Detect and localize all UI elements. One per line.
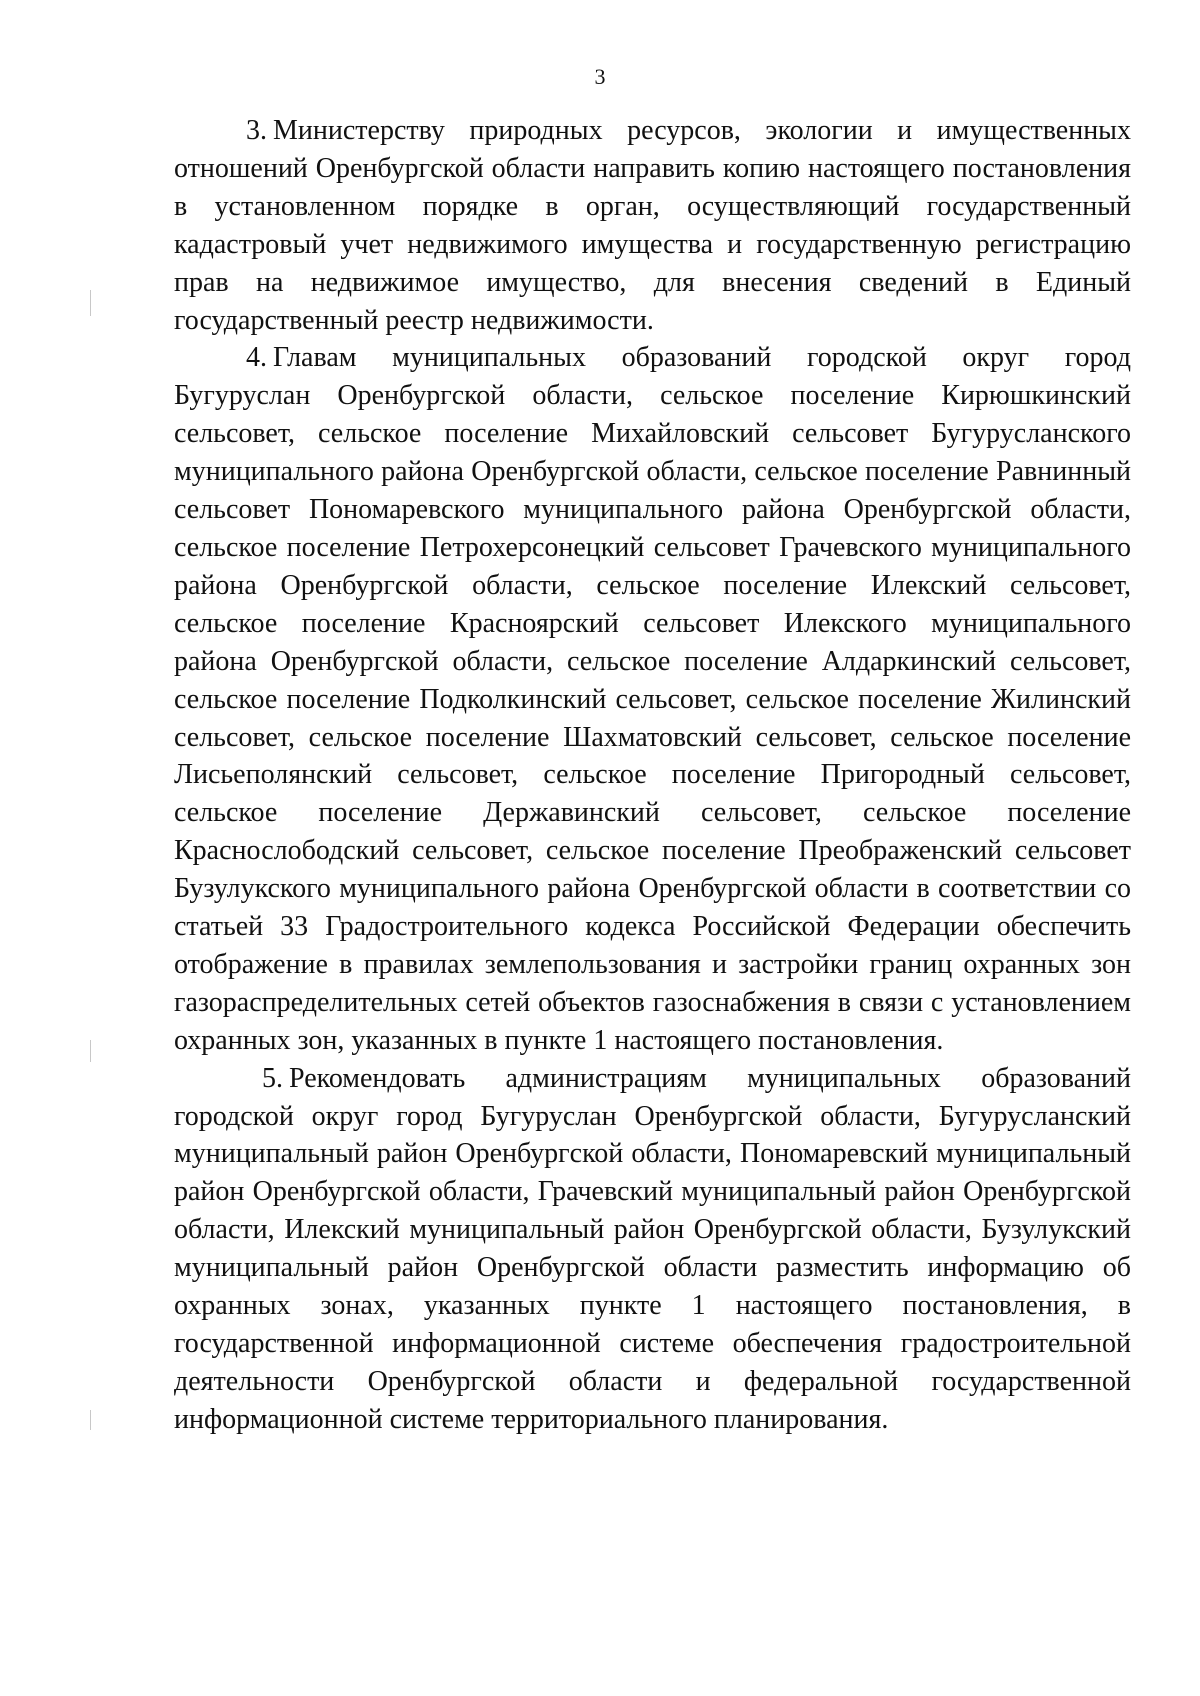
paragraph-4 xyxy=(174,339,1131,1059)
paragraph-text: Рекомендовать администрациям муниципальных образований городской округ город Бугуруслан Оренбургской области, Бугурусланский муниципальный район Оренбургской области, Пономаревский муниципальный район Оренбургской области, Грачевский муниципальный район Оренбургской области, Илекский муниципальный район Оренбургской области, Бузулукский муниципальный район Оренбургской области разместить информацию об охранных зонах, указанных пункте 1 настоящего постановления, в государственной информационной системе обеспечения градостроительной деятельности Оренбургской области и федеральной государственной информационной системе территориального планирования. xyxy=(174,1062,1131,1435)
scan-margin-mark xyxy=(90,290,91,316)
paragraph-text: Министерству природных ресурсов, экологии и имущественных отношений Оренбургской области направить копию настоящего постановления в установленном порядке в орган, осуществляющий государственный кадастровый учет недвижимого имущества и государственную регистрацию прав на недвижимое имущество, для внесения сведений в Единый государственный реестр недвижимости. xyxy=(174,115,1131,336)
scan-margin-mark xyxy=(90,1410,91,1430)
paragraph-number: 3. xyxy=(246,115,267,146)
paragraph-number: 4. xyxy=(246,342,267,374)
page-number: 3 xyxy=(594,64,606,89)
document-body xyxy=(174,112,1131,1439)
paragraph-number: 5. xyxy=(262,1062,283,1094)
scan-margin-mark xyxy=(90,1040,91,1062)
paragraph-3 xyxy=(174,112,1131,339)
paragraph-5 xyxy=(174,1060,1131,1439)
paragraph-text: Главам муниципальных образований городской округ город Бугуруслан Оренбургской области, сельское поселение Кирюшкинский сельсовет, сельское поселение Михайловский сельсовет Бугурусланского муниципального района Оренбургской области, сельское поселение Равнинный сельсовет Пономаревского муниципального района Оренбургской области, сельское поселение Петрохерсонецкий сельсовет Грачевского муниципального района Оренбургской области, сельское поселение Илекский сельсовет, сельское поселение Красноярский сельсовет Илекского муниципального района Оренбургской области, сельское поселение Алдаркинский сельсовет, сельское поселение Подколкинский сельсовет, сельское поселение Жилинский сельсовет, сельское поселение Шахматовский сельсовет, сельское поселение Лисьеполянский сельсовет, сельское поселение Пригородный сельсовет, сельское поселение Державинский сельсовет, сельское поселение Краснослободский сельсовет, сельское поселение Преображенский сельсовет Бузулукского муниципального района Оренбургской области в соответствии со статьей 33 Градостроительного кодекса Российской Федерации обеспечить отображение в правилах землепользования и застройки границ охранных зон газораспределительных сетей объектов газоснабжения в связи с установлением охранных зон, указанных в пункте 1 настоящего постановления. xyxy=(174,342,1131,1056)
